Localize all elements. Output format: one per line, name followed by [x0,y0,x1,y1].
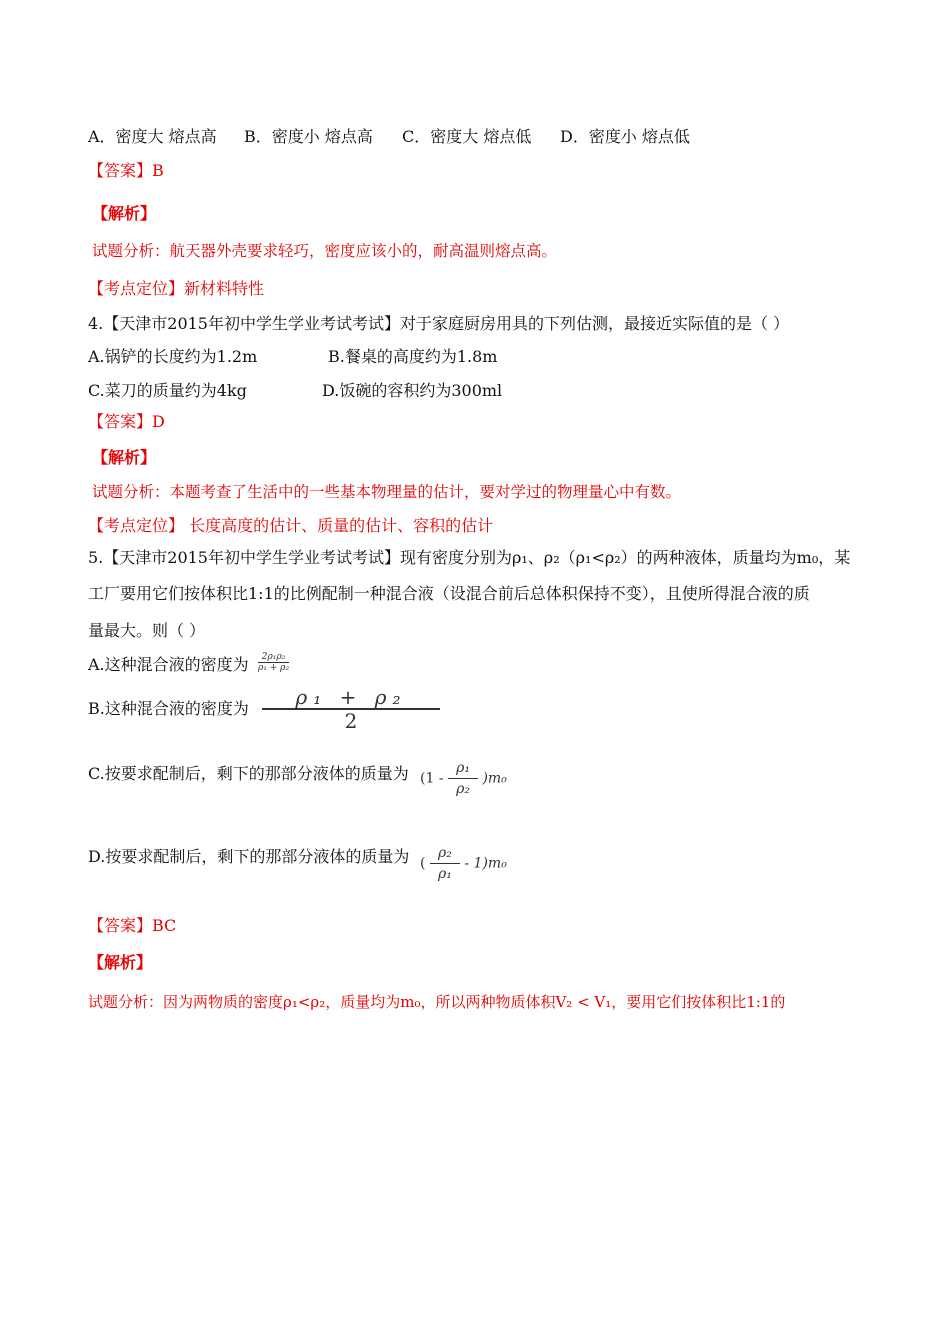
q5-stem-line-2: 工厂要用它们按体积比1:1的比例配制一种混合液（设混合前后总体积保持不变），且使所得混合液的质 [88,584,810,603]
q4-option-a: A.锅铲的长度约为1.2m [88,347,258,366]
q3-option-c: C．密度大 熔点低 [402,127,532,146]
formula-c-denominator: ρ₂ [456,781,470,797]
formula-d-denominator: ρ₁ [438,866,452,882]
q5-option-b: B.这种混合液的密度为 [88,699,249,718]
q5-formula-b [262,686,440,732]
q5-analysis-label: 【解析】 [88,953,153,972]
q5-formula-c [420,758,507,799]
q5-formula-a [258,652,289,673]
formula-c-suffix: )m₀ [482,770,507,787]
formula-b-denominator: 2 [344,709,358,733]
formula-c-prefix: (1 - [420,770,444,787]
q4-option-d: D.饭碗的容积约为300ml [322,381,503,400]
q3-analysis-label: 【解析】 [92,204,157,223]
q4-option-b: B.餐桌的高度约为1.8m [328,347,498,366]
q5-formula-d [420,843,507,884]
q3-option-a: A．密度大 熔点高 [88,127,217,146]
q4-answer: 【答案】D [88,412,165,431]
q3-option-d: D．密度小 熔点低 [560,127,690,146]
q5-stem-line-1: 5.【天津市2015年初中学生学业考试考试】现有密度分别为ρ₁、ρ₂（ρ₁<ρ₂）的两种液体，质量均为m₀，某 [88,548,851,567]
q3-analysis: 试题分析：航天器外壳要求轻巧，密度应该小的，耐高温则熔点高。 [92,242,558,260]
q5-option-c: C.按要求配制后，剩下的那部分液体的质量为 [88,764,409,783]
q4-stem: 4.【天津市2015年初中学生学业考试考试】对于家庭厨房用具的下列估测，最接近实际值的是（ ） [88,314,790,333]
q4-analysis-label: 【解析】 [92,448,157,467]
q5-option-a: A.这种混合液的密度为 [88,655,249,674]
q4-analysis: 试题分析：本题考查了生活中的一些基本物理量的估计，要对学过的物理量心中有数。 [92,483,682,501]
q5-option-d: D.按要求配制后，剩下的那部分液体的质量为 [88,847,410,866]
q3-options [88,126,690,148]
formula-a-numerator: 2ρ₁ρ₂ [261,652,286,662]
q5-stem-line-3: 量最大。则（ ） [88,621,206,640]
q4-point: 【考点定位】 长度高度的估计、质量的估计、容积的估计 [88,516,494,535]
q3-point: 【考点定位】新材料特性 [88,279,265,298]
formula-a-denominator: ρ₁ + ρ₂ [258,663,290,673]
formula-d-numerator: ρ₂ [438,845,452,861]
formula-d-suffix: - 1)m₀ [464,855,507,872]
q5-answer: 【答案】BC [88,916,177,935]
q3-option-b: B．密度小 熔点高 [244,127,373,146]
formula-d-prefix: ( [420,855,426,872]
q3-answer: 【答案】B [88,161,164,180]
formula-b-numerator: ρ₁ + ρ₂ [295,685,407,709]
q4-option-c: C.菜刀的质量约为4kg [88,381,247,400]
formula-c-numerator: ρ₁ [456,760,470,776]
q5-analysis: 试题分析：因为两物质的密度ρ₁<ρ₂，质量均为m₀，所以两种物质体积V₂ < V₁，要用它们按体积比1:1的 [88,993,786,1011]
